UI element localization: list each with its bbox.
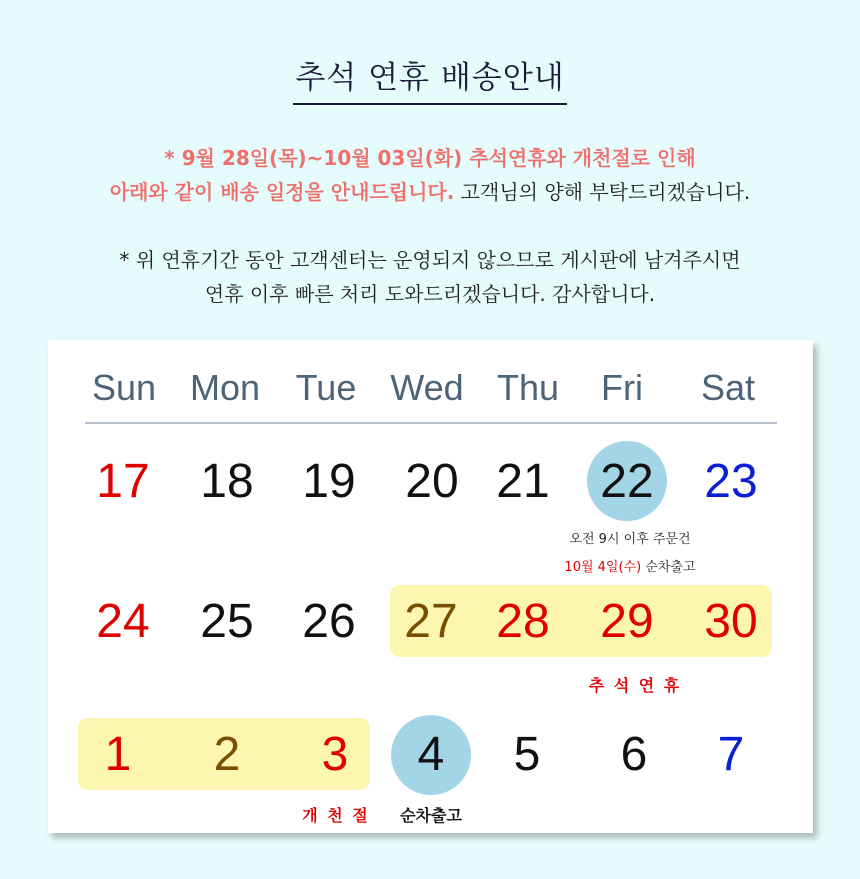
header-divider [85, 422, 777, 424]
day-23: 23 [704, 455, 758, 508]
notice-holiday-line2 [0, 175, 860, 209]
day-19: 19 [302, 455, 356, 508]
weekday-mon: Mon [189, 367, 261, 408]
weekday-thu: Thu [496, 367, 560, 408]
day-27: 27 [404, 595, 458, 648]
day-25: 25 [200, 595, 254, 648]
day-7: 7 [717, 728, 745, 781]
day-4: 4 [417, 728, 445, 781]
weekday-tue: Tue [295, 367, 357, 408]
day-5: 5 [513, 728, 541, 781]
day-29: 29 [600, 595, 654, 648]
day-20: 20 [405, 455, 459, 508]
notice-holiday-apology: 고객님의 양해 부탁드리겠습니다. [454, 180, 751, 204]
day-2: 2 [213, 728, 241, 781]
note-22-date: 10월 4일(수) [564, 560, 642, 575]
day-30: 30 [704, 595, 758, 648]
day-17: 17 [96, 455, 150, 508]
note-22-line1: 오전 9시 이후 주문건 [569, 532, 691, 547]
weekday-fri: Fri [601, 367, 643, 408]
day-26: 26 [302, 595, 356, 648]
weekday-sat: Sat [700, 367, 756, 408]
weekday-wed: Wed [390, 367, 464, 408]
notice-holiday [0, 141, 860, 209]
weekday-sun: Sun [91, 367, 157, 408]
day-6: 6 [620, 728, 648, 781]
day-1: 1 [104, 728, 132, 781]
day-22: 22 [600, 455, 654, 508]
note-22-rest: 순차출고 [641, 560, 696, 575]
day-3: 3 [321, 728, 349, 781]
chuseok-label: 추 석 연 휴 [588, 676, 682, 695]
notice-holiday-line1: * 9월 28일(목)~10월 03일(화) 추석연휴와 개천절로 인해 [164, 146, 696, 170]
day-18: 18 [200, 455, 254, 508]
page-title-wrap [0, 52, 860, 105]
note-22-line2 [540, 556, 720, 575]
day-21: 21 [496, 455, 550, 508]
shipping-label: 순차출고 [400, 806, 462, 825]
day-28: 28 [496, 595, 550, 648]
page-title: 추석 연휴 배송안내 [293, 52, 566, 105]
notice-customer-center [0, 243, 860, 311]
notice-holiday-highlight: 아래와 같이 배송 일정을 안내드립니다. [109, 180, 455, 204]
notice-customer-center-line1: * 위 연휴기간 동안 고객센터는 운영되지 않으므로 게시판에 남겨주시면 [119, 248, 741, 272]
notice-customer-center-line2: 연휴 이후 빠른 처리 도와드리겠습니다. 감사합니다. [204, 282, 656, 306]
day-24: 24 [96, 595, 150, 648]
gaecheon-label: 개 천 절 [302, 806, 370, 825]
